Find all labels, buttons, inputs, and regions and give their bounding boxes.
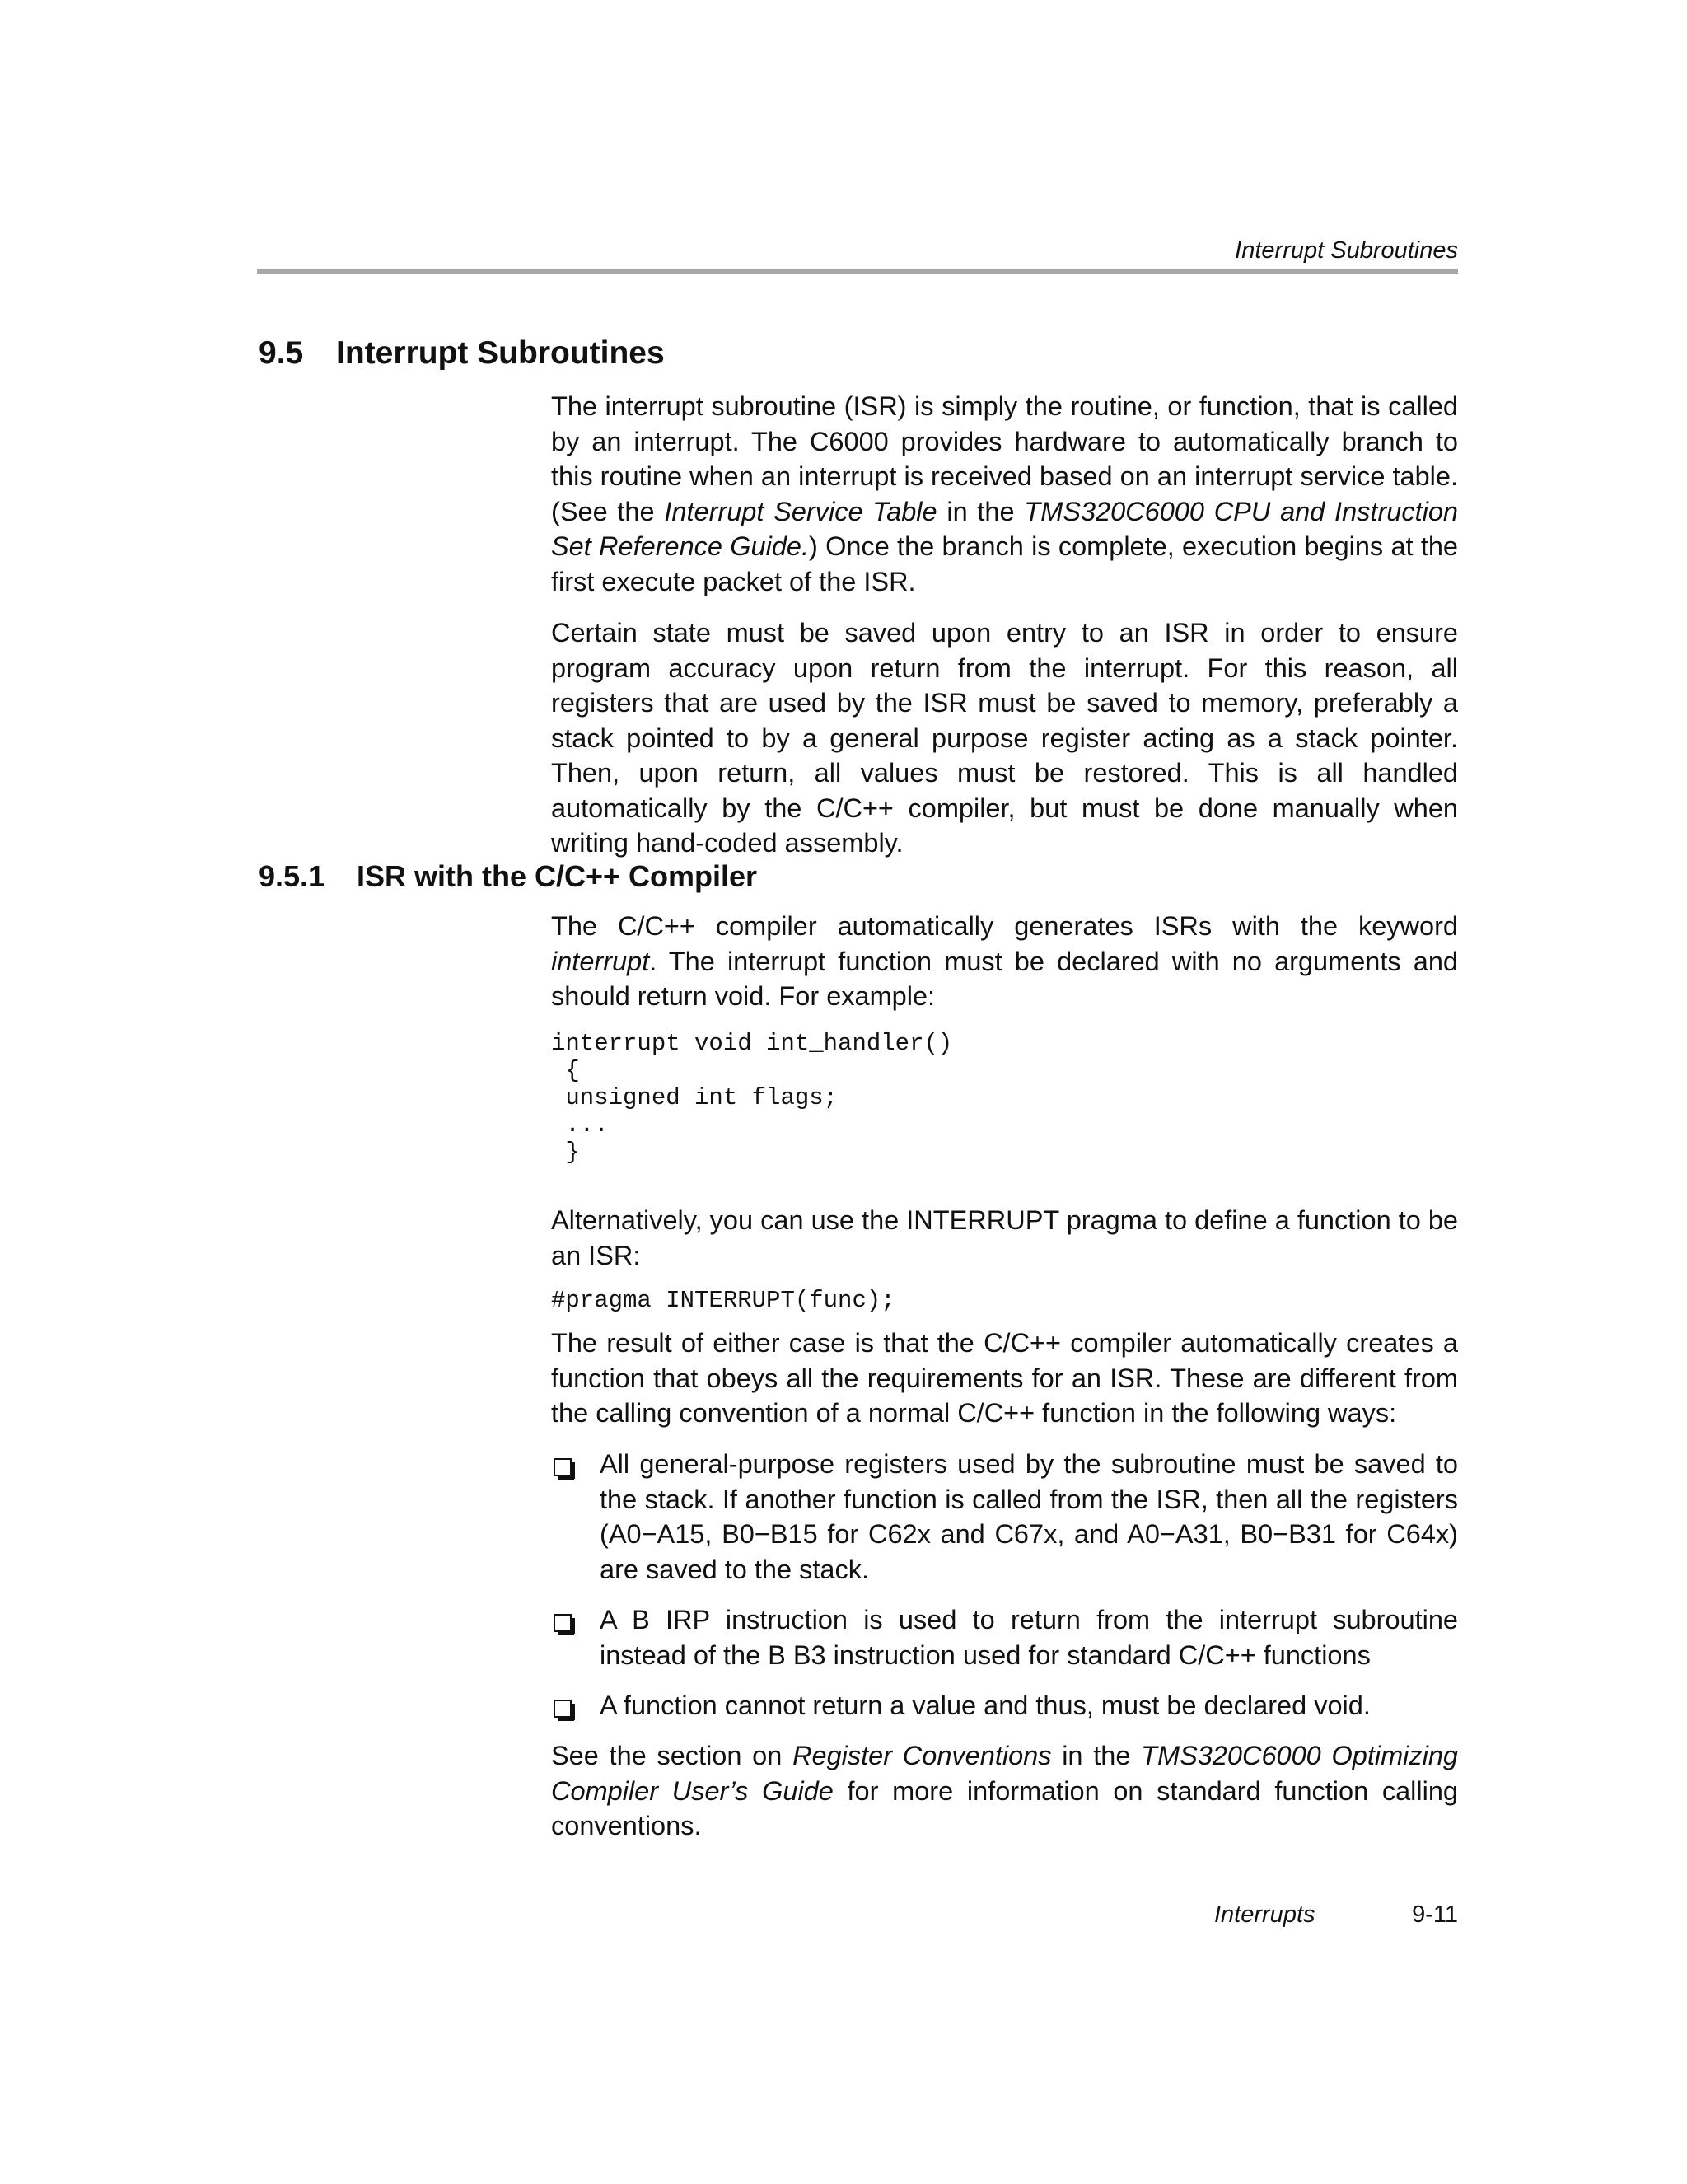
- subsection-paragraph-1: The C/C++ compiler automatically generates ISRs with the keyword interrupt. The interrupt function must be declared with no arguments and should return void. For example:: [551, 911, 1458, 1011]
- section-title: Interrupt Subroutines: [336, 335, 665, 371]
- section-number: 9.5: [259, 335, 304, 371]
- subsection-number: 9.5.1: [259, 859, 325, 893]
- header-rule: [257, 269, 1458, 274]
- list-item: All general-purpose registers used by the subroutine must be saved to the stack. If another function is called from the ISR, then all the registers (A0−A15, B0−B15 for C62x and C67x, and A0−A31, B0−B31 for C64x) are saved to the stack.: [600, 1449, 1458, 1584]
- subsection-paragraph-3: The result of either case is that the C/C++ compiler automatically creates a function that obeys all the requirements for an ISR. These are different from the calling convention of a normal C/C++ function in the following ways:: [551, 1328, 1458, 1428]
- page-number: 9-11: [1412, 1901, 1458, 1928]
- code-line: {: [551, 1057, 580, 1084]
- code-line: unsigned int flags;: [551, 1084, 839, 1111]
- checkbox-bullet-icon: [554, 1458, 572, 1476]
- code-line: }: [551, 1139, 580, 1166]
- section-paragraph-1: The interrupt subroutine (ISR) is simply the routine, or function, that is called by an interrupt. The C6000 provides hardware to automatically branch to this routine when an interrupt is received based on an interrupt service table. (See the Interrupt Service Table in the TMS320C6000 CPU and Instruction Set Reference Guide.) Once the branch is complete, execution begins at the first execute packet of the ISR.: [551, 391, 1458, 596]
- subsection-paragraph-2: Alternatively, you can use the INTERRUPT pragma to define a function to be an ISR:: [551, 1205, 1458, 1270]
- subsection-title: ISR with the C/C++ Compiler: [357, 859, 758, 893]
- checkbox-bullet-icon: [554, 1700, 572, 1718]
- checkbox-bullet-icon: [554, 1614, 572, 1632]
- italic-keyword: interrupt: [551, 946, 650, 976]
- list-item: A function cannot return a value and thus, must be declared void.: [600, 1691, 1371, 1720]
- section-paragraph-2: Certain state must be saved upon entry to an ISR in order to ensure program accuracy upon return from the interrupt. For this reason, all registers that are used by the ISR must be saved to memory, preferably a stack pointed to by a general purpose register acting as a stack pointer. Then, upon return, all values must be restored. This is all handled automatically by the C/C++ compiler, but must be done manually when writing hand-coded assembly.: [551, 618, 1458, 858]
- code-line: ...: [551, 1111, 609, 1139]
- subsection-paragraph-4: See the section on Register Conventions in the TMS320C6000 Optimizing Compiler User’s Guide for more information on standard function calling conventions.: [551, 1741, 1459, 1840]
- italic-ref: TMS320C6000 Optimizing Compiler User’s Guide: [551, 1741, 1459, 1806]
- list-item: A B IRP instruction is used to return from the interrupt subroutine instead of the B B3 instruction used for standard C/C++ functions: [600, 1605, 1458, 1670]
- footer-section-name: Interrupts: [1214, 1901, 1315, 1928]
- italic-ref: TMS320C6000 CPU and Instruction Set Reference Guide.: [551, 496, 1458, 561]
- code-line: interrupt void int_handler(): [551, 1030, 953, 1057]
- italic-ref: Register Conventions: [792, 1741, 1052, 1770]
- code-pragma: #pragma INTERRUPT(func);: [551, 1287, 895, 1314]
- italic-ref: Interrupt Service Table: [664, 496, 937, 526]
- running-header: Interrupt Subroutines: [1235, 237, 1458, 264]
